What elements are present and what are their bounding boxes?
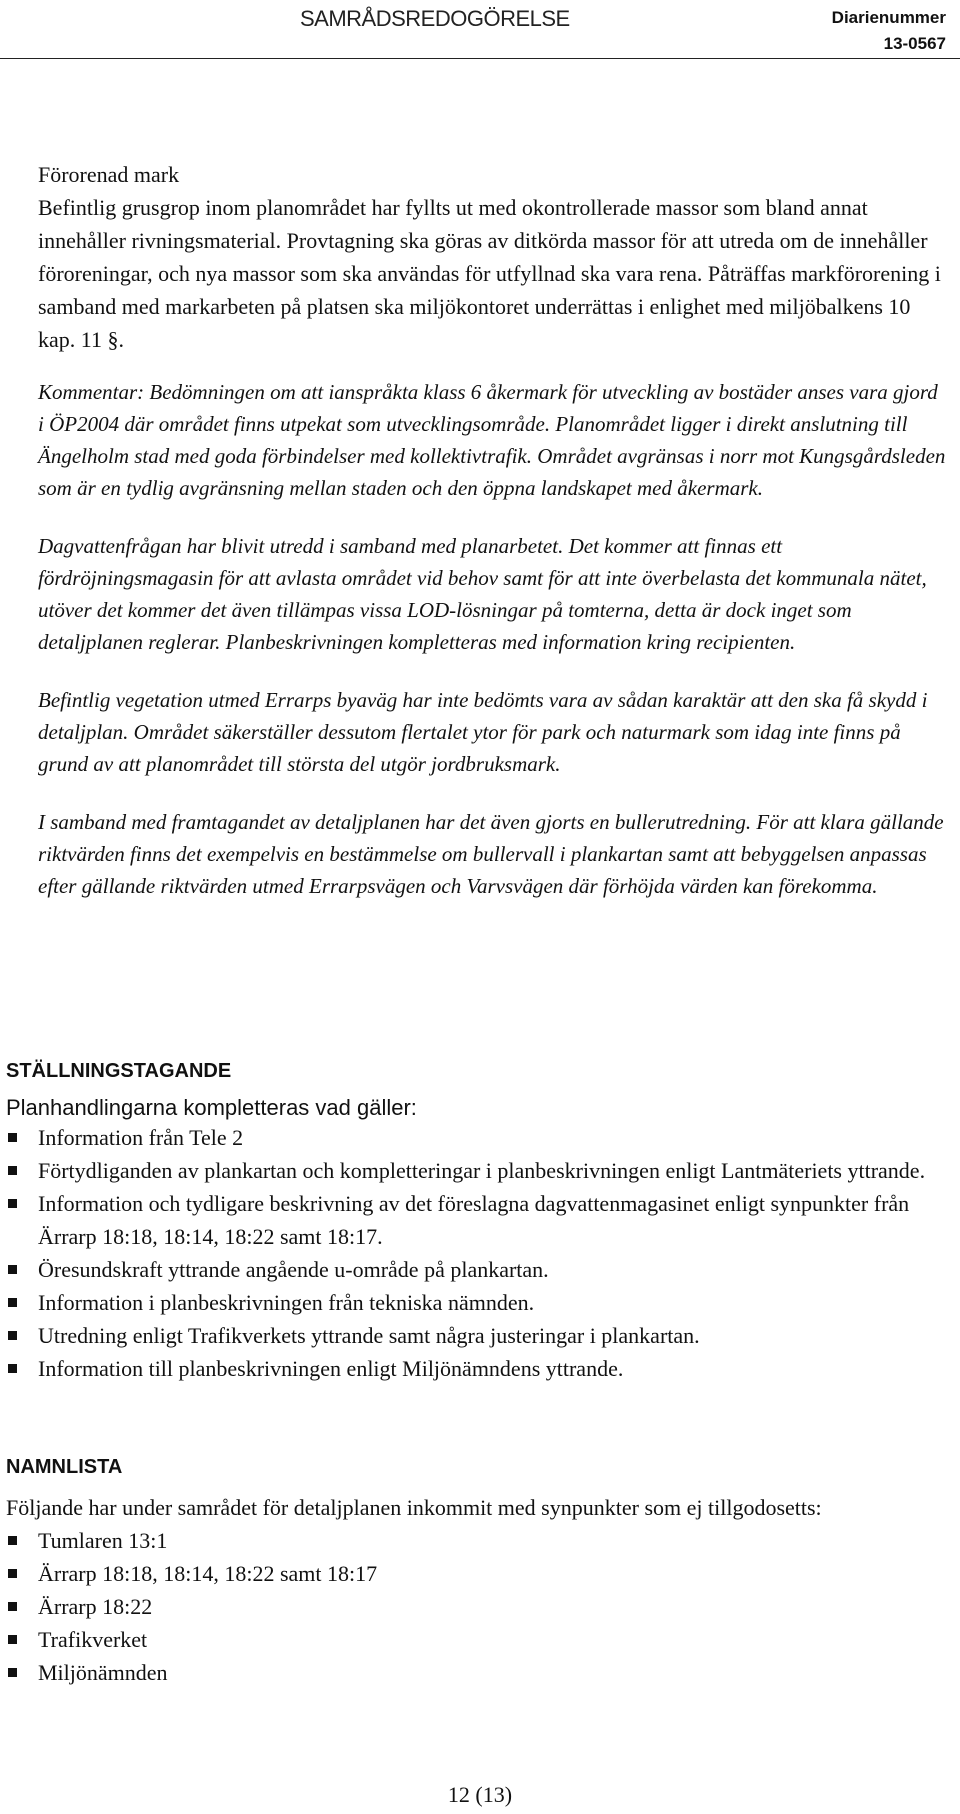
body-content	[38, 158, 948, 902]
namnlista-heading: NAMNLISTA	[6, 1456, 123, 1478]
square-bullet-icon	[8, 1668, 17, 1677]
list-item: Förtydliganden av plankartan och kompletteringar i planbeskrivningen enligt Lantmäteriets yttrande.	[6, 1154, 946, 1187]
namnlista-list	[6, 1524, 946, 1689]
square-bullet-icon	[8, 1635, 17, 1644]
list-item: Öresundskraft yttrande angående u-område på plankartan.	[6, 1253, 946, 1286]
stallningstagande-list	[6, 1121, 946, 1385]
square-bullet-icon	[8, 1569, 17, 1578]
square-bullet-icon	[8, 1199, 17, 1208]
list-item: Ärrarp 18:18, 18:14, 18:22 samt 18:17	[6, 1557, 946, 1590]
page-number: 12 (13)	[447, 1782, 513, 1807]
paragraph-fororenad-mark: Befintlig grusgrop inom planområdet har fyllts ut med okontrollerade massor som bland annat innehåller rivningsmaterial. Provtagning ska göras av ditkörda massor för att utreda om de innehåller föroreningar, och nya massor som ska användas för utfyllnad ska vara rena. Påträffas markförorening i samband med markarbeten på platsen ska miljökontoret underrättas i enlighet med miljöbalkens 10 kap. 11 §.	[38, 195, 941, 352]
list-item: Information i planbeskrivningen från tekniska nämnden.	[6, 1286, 946, 1319]
list-item: Tumlaren 13:1	[6, 1524, 946, 1557]
list-item: Information från Tele 2	[6, 1121, 946, 1154]
square-bullet-icon	[8, 1602, 17, 1611]
square-bullet-icon	[8, 1265, 17, 1274]
square-bullet-icon	[8, 1166, 17, 1175]
square-bullet-icon	[8, 1298, 17, 1307]
comment-paragraph-1: Kommentar: Bedömningen om att ianspråkta klass 6 åkermark för utveckling av bostäder anses vara gjord i ÖP2004 där området finns utpekat som utvecklingsområde. Planområdet ligger i direkt anslutning till Ängelholm stad med goda förbindelser med kollektivtrafik. Området avgränsas i norr mot Kungsgårdsleden som är en tydlig avgränsning mellan staden och den öppna landskapet med åkermark.	[38, 380, 946, 500]
list-item: Utredning enligt Trafikverkets yttrande samt några justeringar i plankartan.	[6, 1319, 946, 1352]
list-item: Miljönämnden	[6, 1656, 946, 1689]
stallningstagande-section	[6, 1060, 946, 1385]
list-item: Ärrarp 18:22	[6, 1590, 946, 1623]
comment-paragraph-4: I samband med framtagandet av detaljplanen har det även gjorts en bullerutredning. För att klara gällande riktvärden finns det exempelvis en bestämmelse om bullervall i plankartan samt att bebyggelsen anpassas efter gällande riktvärden utmed Errarpsvägen och Varvsvägen där förhöjda värden kan förekomma.	[38, 810, 944, 898]
comment-paragraph-3: Befintlig vegetation utmed Errarps byaväg har inte bedömts vara av sådan karaktär att den ska få skydd i detaljplan. Området säkerställer dessutom flertalet ytor för park och naturmark som idag inte finns på grund av att planområdet till största del utgör jordbruksmark.	[38, 688, 928, 776]
document-title: SAMRÅDSREDOGÖRELSE	[300, 6, 570, 31]
list-item: Trafikverket	[6, 1623, 946, 1656]
stallningstagande-intro: Planhandlingarna kompletteras vad gäller:	[6, 1095, 417, 1120]
square-bullet-icon	[8, 1536, 17, 1545]
namnlista-intro: Följande har under samrådet för detaljplanen inkommit med synpunkter som ej tillgodosetts:	[6, 1495, 822, 1520]
square-bullet-icon	[8, 1133, 17, 1142]
stallningstagande-heading: STÄLLNINGSTAGANDE	[6, 1060, 232, 1082]
diarienummer-value: 13-0567	[883, 34, 946, 53]
namnlista-section	[6, 1456, 946, 1689]
page-header	[0, 0, 960, 59]
square-bullet-icon	[8, 1364, 17, 1373]
list-item: Information till planbeskrivningen enligt Miljönämndens yttrande.	[6, 1352, 946, 1385]
section-heading-fororenad-mark: Förorenad mark	[38, 162, 180, 187]
list-item: Information och tydligare beskrivning av det föreslagna dagvattenmagasinet enligt synpunkter från Ärrarp 18:18, 18:14, 18:22 samt 18:17.	[6, 1187, 946, 1253]
square-bullet-icon	[8, 1331, 17, 1340]
comment-paragraph-2: Dagvattenfrågan har blivit utredd i samband med planarbetet. Det kommer att finnas ett fördröjningsmagasin för att avlasta området vid behov samt för att inte överbelasta det kommunala nätet, utöver det kommer det även tillämpas vissa LOD-lösningar på tomterna, detta är dock inget som detaljplanen reglerar. Planbeskrivningen kompletteras med information kring recipienten.	[38, 534, 927, 654]
diarienummer-label: Diarienummer	[831, 8, 946, 27]
